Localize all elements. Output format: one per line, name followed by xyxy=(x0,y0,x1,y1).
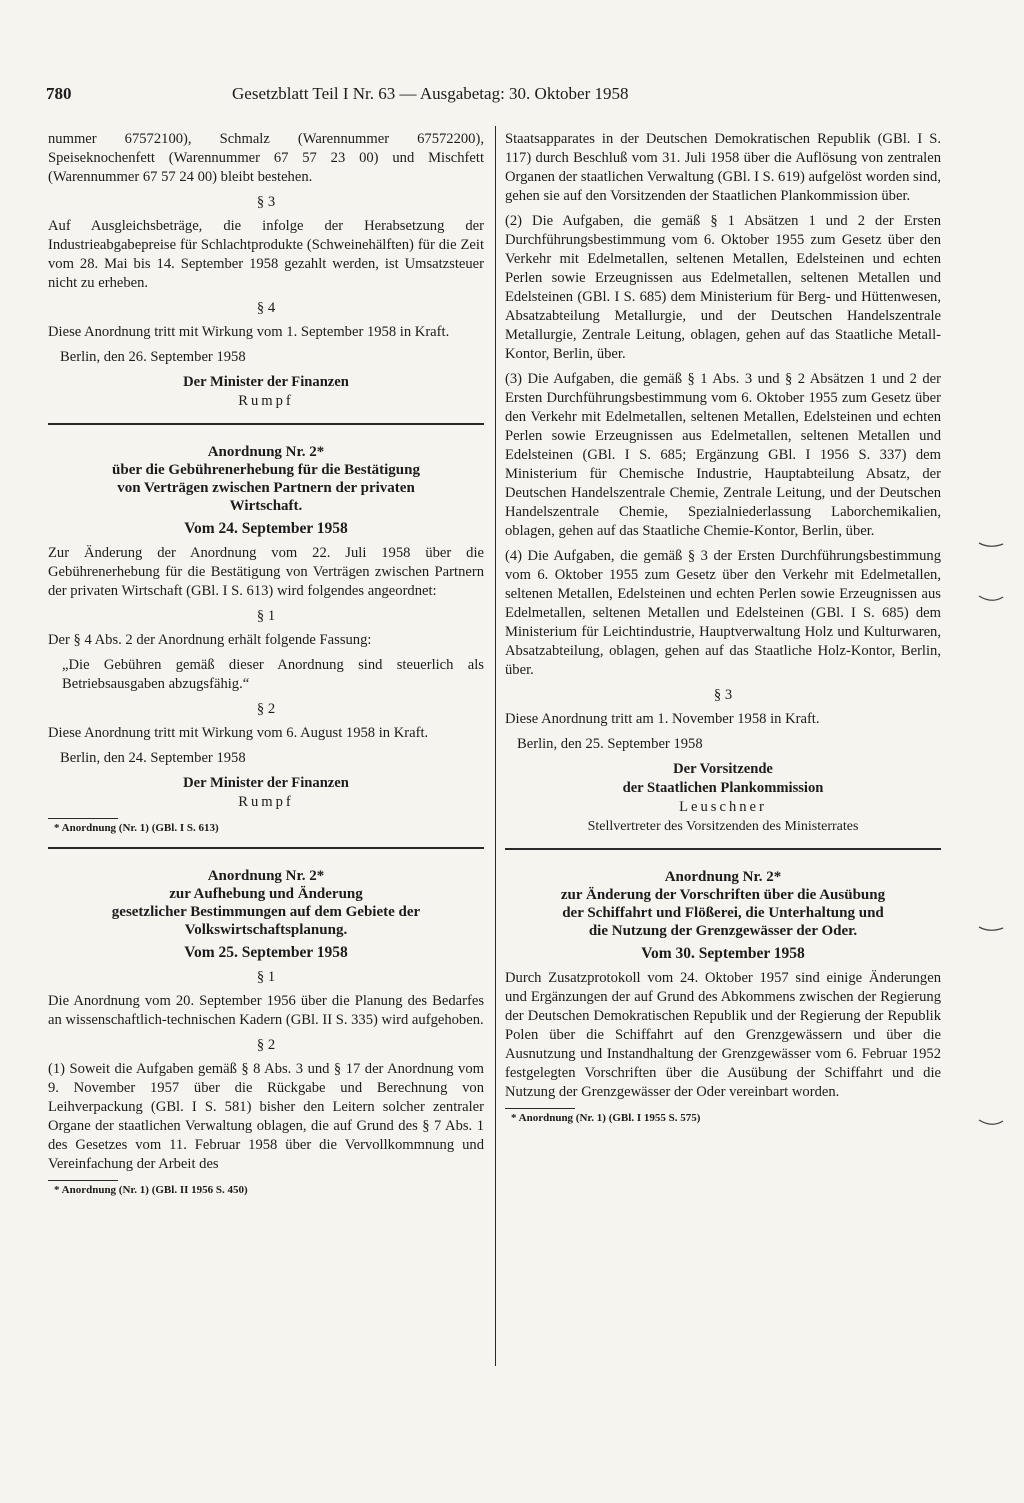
paragraph: (3) Die Aufgaben, die gemäß § 1 Abs. 3 und § 2 Absätzen 1 und 2 der Ersten Durchführungsbestimmung vom 6. Oktober 1955 zum Gesetz über den Verkehr mit Edelmetallen, seltenen Metallen, Edelsteinen und echten Perlen sowie Erzeugnissen aus Edelmetallen, seltenen Metallen und Edelsteinen (GBl. I S. 685; Ergänzung GBl. I 1956 S. 337) dem Ministerium für Chemische Industrie, Hauptabteilung Absatz, der Deutschen Handelszentrale Chemie, Zentrale Leitung, und der Deutschen Handelszentrale Chemie, Spezialniederlassung Laborchemikalien, oblagen, gehen auf das Staatliche Chemie-Kontor, Berlin, über. xyxy=(505,371,941,539)
ordinance-title: über die Gebührenerhebung für die Bestätigung xyxy=(112,462,420,478)
paragraph: Staatsapparates in der Deutschen Demokratischen Republik (GBl. I S. 117) durch Beschluß vom 31. Juli 1958 über die Auflösung von zentralen Organen der staatlichen Verwaltung (GBl. I S. 619) aufgelöst worden sind, gehen sie auf den Vorsitzenden der Staatlichen Plankommission über. xyxy=(505,131,941,204)
paragraph: Durch Zusatzprotokoll vom 24. Oktober 1957 sind einige Änderungen und Ergänzungen der auf Grund des Abkommens zwischen der Regierung der Deutschen Demokratischen Republik und der Regierung der Republik Polen über die Schiffahrt auf den Grenzgewässern und über die Ausnutzung und Instandhaltung der Grenzgewässer vom 6. Februar 1952 festgelegten Vorschriften über die Ausübung der Schiffahrt und die Nutzung der Grenzgewässer der Oder vereinbart worden. xyxy=(505,970,941,1100)
ordinance-date: Vom 25. September 1958 xyxy=(184,944,348,961)
margin-mark xyxy=(978,924,1004,934)
ordinance-title: Wirtschaft. xyxy=(229,498,303,514)
margin-mark xyxy=(978,1118,1004,1128)
place-date: Berlin, den 24. September 1958 xyxy=(60,750,246,766)
signature-subtitle: Stellvertreter des Vorsitzenden des Ministerrates xyxy=(587,819,859,834)
signature-name: Rumpf xyxy=(238,393,294,409)
signature-org: Der Minister der Finanzen xyxy=(183,374,349,390)
column-divider xyxy=(495,126,496,1366)
ordinance-title: Anordnung Nr. 2* xyxy=(664,869,782,885)
paragraph: Diese Anordnung tritt mit Wirkung vom 6. August 1958 in Kraft. xyxy=(48,725,429,741)
paragraph: (2) Die Aufgaben, die gemäß § 1 Absätzen 1 und 2 der Ersten Durchführungsbestimmung vom 6. Oktober 1955 zum Gesetz über den Verkehr mit Edelmetallen, seltenen Metallen, Edelsteinen und echten Perlen sowie Erzeugnissen aus Edelmetallen, seltenen Metallen und Edelsteinen (GBl. I S. 685) dem Ministerium für Berg- und Hüttenwesen, Absatzabteilung Metallurgie, und der Deutschen Handelszentrale Metallurgie, Zentrale Leitung, oblagen, gehen auf das Staatliche Metall-Kontor, Berlin, über. xyxy=(505,213,941,362)
section-divider xyxy=(48,847,484,849)
ordinance-title: Anordnung Nr. 2* xyxy=(207,444,325,460)
ordinance-title: gesetzlicher Bestimmungen auf dem Gebiete der xyxy=(111,904,421,920)
signature-name: Rumpf xyxy=(238,794,294,810)
paragraph: Zur Änderung der Anordnung vom 22. Juli 1958 über die Gebührenerhebung für die Bestätigung von Verträgen zwischen Partnern der privaten Wirtschaft (GBl. I S. 613) wird folgendes angeordnet: xyxy=(48,545,484,599)
section-divider xyxy=(505,848,941,850)
page-number: 780 xyxy=(46,84,72,103)
section-heading: § 2 xyxy=(256,1037,276,1053)
signature-org: der Staatlichen Plankommission xyxy=(622,780,824,796)
page-header xyxy=(46,84,940,108)
place-date: Berlin, den 25. September 1958 xyxy=(517,736,703,752)
paragraph: (4) Die Aufgaben, die gemäß § 3 der Ersten Durchführungsbestimmung vom 6. Oktober 1955 zum Gesetz über den Verkehr mit Edelmetallen, seltenen Metallen, Edelsteinen und echten Perlen sowie Erzeugnissen aus Edelmetallen, seltenen Metallen und Edelsteinen (GBl. I S. 685) dem Ministerium für Leichtindustrie, Hauptverwaltung Holz und Kulturwaren, Absatzabteilung, oblagen, gehen auf das Staatliche Holz-Kontor, Berlin, über. xyxy=(505,548,941,678)
footnote-rule xyxy=(48,1180,118,1181)
margin-mark xyxy=(978,594,1004,604)
quotation: „Die Gebühren gemäß dieser Anordnung sind steuerlich als Betriebsausgaben abzugsfähig.“ xyxy=(62,657,484,692)
section-divider xyxy=(48,423,484,425)
right-column xyxy=(505,130,941,1129)
ordinance-date: Vom 24. September 1958 xyxy=(184,520,348,537)
running-title: Gesetzblatt Teil I Nr. 63 — Ausgabetag: 30. Oktober 1958 xyxy=(232,84,629,103)
ordinance-title: der Schiffahrt und Flößerei, die Unterhaltung und xyxy=(562,905,884,921)
footnote: * Anordnung (Nr. 1) (GBl. I S. 613) xyxy=(54,822,219,834)
section-heading: § 2 xyxy=(256,701,276,717)
footnote-rule xyxy=(48,818,118,819)
ordinance-title: Anordnung Nr. 2* xyxy=(207,868,325,884)
place-date: Berlin, den 26. September 1958 xyxy=(60,349,246,365)
section-heading: § 1 xyxy=(256,969,276,985)
section-heading: § 1 xyxy=(256,608,276,624)
section-heading: § 3 xyxy=(713,687,733,703)
footnote-rule xyxy=(505,1108,575,1109)
paragraph: Diese Anordnung tritt am 1. November 1958 in Kraft. xyxy=(505,711,820,727)
ordinance-title: Volkswirtschaftsplanung. xyxy=(184,922,348,938)
ordinance-title: von Verträgen zwischen Partnern der privaten xyxy=(117,480,415,496)
signature-org: Der Minister der Finanzen xyxy=(183,775,349,791)
footnote: * Anordnung (Nr. 1) (GBl. I 1955 S. 575) xyxy=(511,1112,701,1124)
ordinance-title: zur Aufhebung und Änderung xyxy=(169,886,363,902)
margin-mark xyxy=(978,540,1004,550)
paragraph: Die Anordnung vom 20. September 1956 über die Planung des Bedarfes an wissenschaftlich-technischen Kadern (GBl. II S. 335) wird aufgehoben. xyxy=(48,993,484,1028)
ordinance-date: Vom 30. September 1958 xyxy=(641,945,805,962)
paragraph: (1) Soweit die Aufgaben gemäß § 8 Abs. 3 und § 17 der Anordnung vom 9. November 1957 über die Rückgabe und Berechnung von Leihverpackung (GBl. I S. 581) bisher den Leitern solcher zentraler Organe der staatlichen Verwaltung oblagen, die auf Grund des § 7 Abs. 1 des Gesetzes vom 11. Februar 1958 über die Vervollkommnung und Vereinfachung der Arbeit des xyxy=(48,1061,484,1172)
paragraph: Der § 4 Abs. 2 der Anordnung erhält folgende Fassung: xyxy=(48,632,372,648)
ordinance-title: die Nutzung der Grenzgewässer der Oder. xyxy=(588,923,858,939)
section-heading: § 3 xyxy=(256,194,276,210)
signature-name: Leuschner xyxy=(679,799,767,815)
footnote: * Anordnung (Nr. 1) (GBl. II 1956 S. 450) xyxy=(54,1184,248,1196)
signature-org: Der Vorsitzende xyxy=(673,761,773,777)
section-heading: § 4 xyxy=(256,300,276,316)
paragraph: Auf Ausgleichsbeträge, die infolge der Herabsetzung der Industrieabgabepreise für Schlachtprodukte (Schweinehälften) für die Zeit vom 28. Mai bis 14. September 1958 gezahlt werden, ist Umsatzsteuer nicht zu erheben. xyxy=(48,218,484,291)
left-column xyxy=(48,130,484,1201)
ordinance-title: zur Änderung der Vorschriften über die Ausübung xyxy=(560,887,886,903)
paragraph: nummer 67572100), Schmalz (Warennummer 67572200), Speiseknochenfett (Warennummer 67 57 23 00) und Mischfett (Warennummer 67 57 24 00) bleibt bestehen. xyxy=(48,131,484,185)
paragraph: Diese Anordnung tritt mit Wirkung vom 1. September 1958 in Kraft. xyxy=(48,324,450,340)
